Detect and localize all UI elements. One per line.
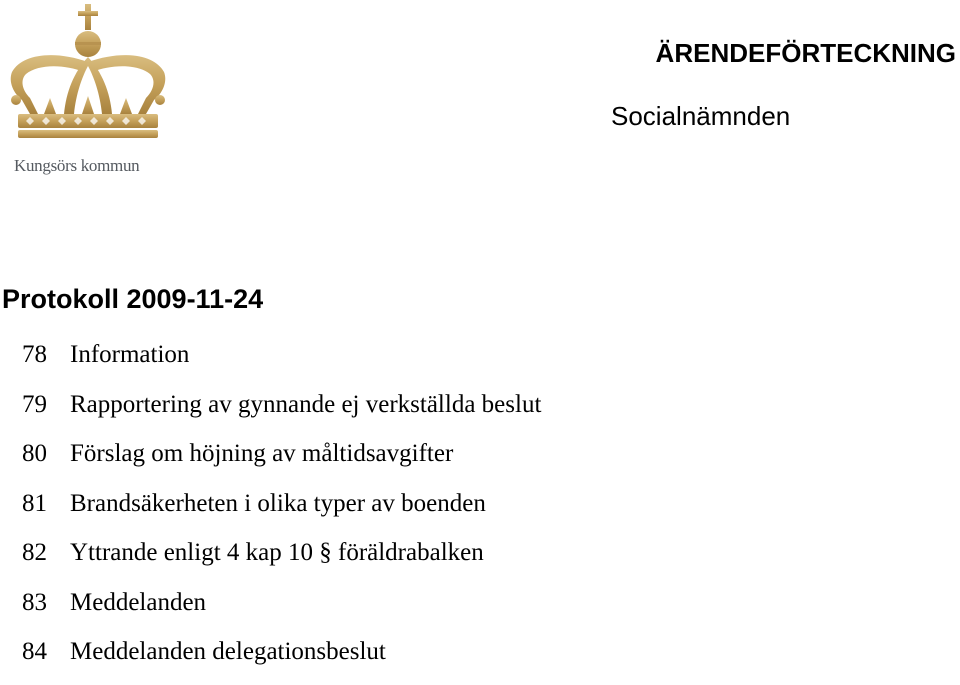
item-number: 83	[22, 588, 47, 616]
item-number: 78	[22, 341, 47, 368]
list-item	[22, 338, 541, 388]
crown-icon	[4, 2, 174, 152]
protocol-heading: Protokoll 2009-11-24	[2, 284, 264, 314]
list-item	[22, 487, 541, 537]
item-number: 82	[22, 539, 47, 566]
item-number: 80	[22, 440, 47, 467]
document-title: ÄRENDEFÖRTECKNING	[655, 38, 956, 68]
item-number: 84	[22, 638, 47, 665]
item-text: Rapportering av gynnande ej verkställda beslut	[70, 390, 542, 418]
list-item	[22, 635, 541, 685]
item-text: Yttrande enligt 4 kap 10 § föräldrabalken	[70, 539, 484, 566]
item-text: Meddelanden delegationsbeslut	[70, 638, 386, 665]
item-number: 79	[22, 390, 47, 418]
list-item	[22, 437, 541, 487]
logo-text: Kungsörs kommun	[14, 156, 140, 175]
list-item	[22, 536, 541, 586]
list-item	[22, 586, 541, 636]
item-text: Meddelanden	[70, 588, 207, 616]
item-number: 81	[22, 489, 47, 517]
item-text: Förslag om höjning av måltidsavgifter	[70, 440, 454, 467]
agenda-list	[22, 338, 541, 685]
document-subtitle: Socialnämnden	[611, 101, 791, 131]
list-item	[22, 388, 541, 438]
municipality-logo	[4, 2, 174, 180]
item-text: Information	[70, 341, 190, 368]
item-text: Brandsäkerheten i olika typer av boenden	[70, 489, 486, 517]
